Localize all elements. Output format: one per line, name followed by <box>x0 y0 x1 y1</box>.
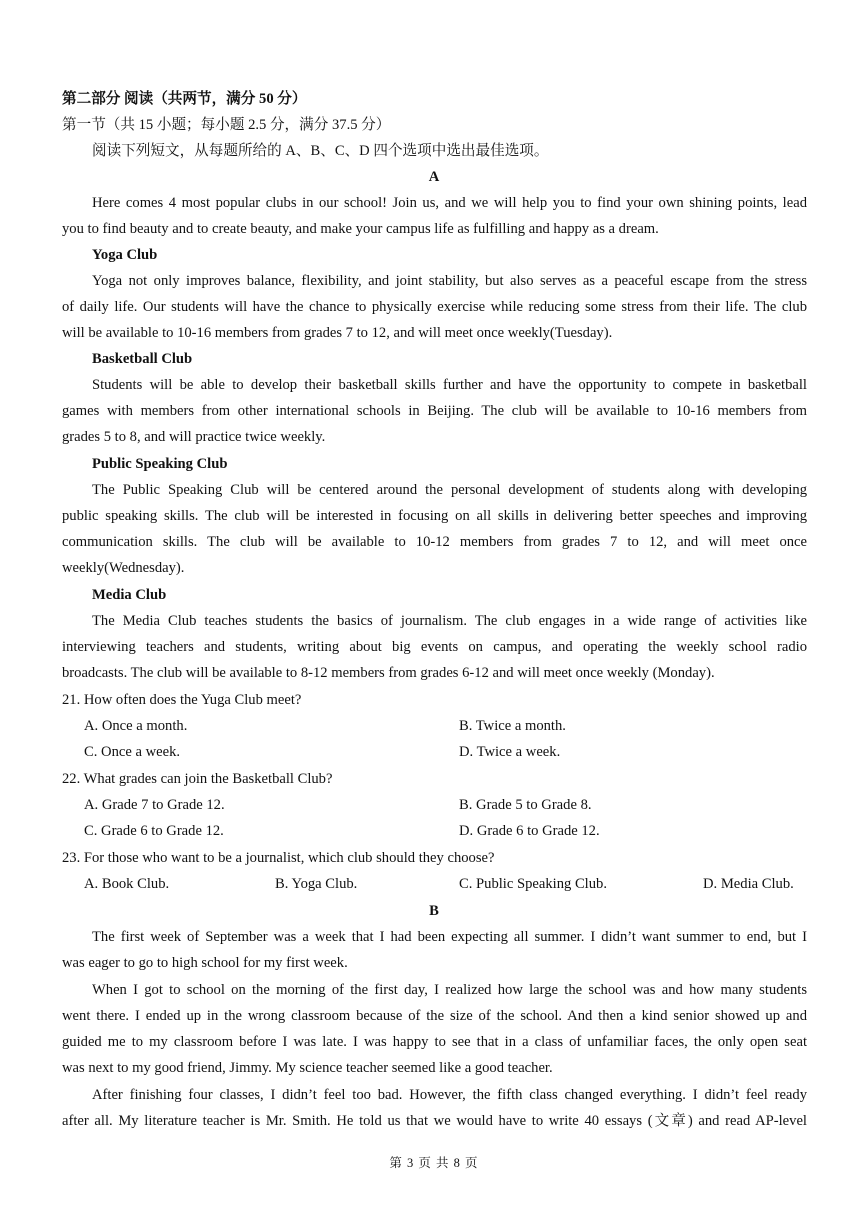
passage-b-line: after all. My literature teacher is Mr. Smith. He told us that we would have to write 40 essays (文章) and read AP-level <box>62 1113 807 1129</box>
club-text-line: will be available to 10-16 members from grades 7 to 12, and will meet once weekly(Tuesday). <box>62 325 613 341</box>
passage-a-intro-line: Here comes 4 most popular clubs in our school! Join us, and we will help you to find your own shining points, lead <box>92 195 807 211</box>
passage-b-line: guided me to my classroom before I was late. I was happy to see that in a class of unfamiliar faces, the only open seat <box>62 1034 807 1050</box>
question-22-option-b: B. Grade 5 to Grade 8. <box>459 797 592 813</box>
instruction: 阅读下列短文，从每题所给的 A、B、C、D 四个选项中选出最佳选项。 <box>92 143 549 159</box>
question-21-stem: 21. How often does the Yuga Club meet? <box>62 692 302 708</box>
passage-b-line: After finishing four classes, I didn’t feel too bad. However, the fifth class changed everything. I didn’t feel ready <box>92 1087 807 1103</box>
passage-b-line: was next to my good friend, Jimmy. My science teacher seemed like a good teacher. <box>62 1060 553 1076</box>
club-text-line: games with members from other international schools in Beijing. The club will be available to 10-16 members from <box>62 403 807 419</box>
club-text-line: communication skills. The club will be available to 10-12 members from grades 7 to 12, and will meet once <box>62 534 807 550</box>
question-21-option-c: C. Once a week. <box>84 744 181 760</box>
part1-heading: 第一节（共 15 小题；每小题 2.5 分，满分 37.5 分） <box>62 117 391 133</box>
passage-b-line: was eager to go to high school for my first week. <box>62 955 348 971</box>
club-text-line: Students will be able to develop their basketball skills further and have the opportunity to compete in basketball <box>92 377 807 393</box>
club-text-line: weekly(Wednesday). <box>62 560 185 576</box>
question-22-option-c: C. Grade 6 to Grade 12. <box>84 823 224 839</box>
club-text-line: broadcasts. The club will be available to 8-12 members from grades 6-12 and will meet once weekly (Monday). <box>62 665 715 681</box>
question-22-option-d: D. Grade 6 to Grade 12. <box>459 823 600 839</box>
club-text-line: The Media Club teaches students the basics of journalism. The club engages in a wide range of activities like <box>92 613 807 629</box>
club-title-yoga: Yoga Club <box>92 247 158 263</box>
question-23-stem: 23. For those who want to be a journalist, which club should they choose? <box>62 850 495 866</box>
question-23-option-a: A. Book Club. <box>84 876 170 892</box>
club-text-line: grades 5 to 8, and will practice twice weekly. <box>62 429 326 445</box>
club-text-line: interviewing teachers and students, writing about big events on campus, and operating the weekly school radio <box>62 639 807 655</box>
question-22-option-a: A. Grade 7 to Grade 12. <box>84 797 225 813</box>
club-title-public-speaking: Public Speaking Club <box>92 456 228 472</box>
passage-b-letter: B <box>429 903 439 919</box>
passage-b-line: The first week of September was a week that I had been expecting all summer. I didn’t want summer to end, but I <box>92 929 807 945</box>
club-text-line: public speaking skills. The club will be interested in focusing on all skills in delivering better speeches and improving <box>62 508 807 524</box>
club-text-line: The Public Speaking Club will be centered around the personal development of students along with developing <box>92 482 807 498</box>
question-23-option-d: D. Media Club. <box>703 876 794 892</box>
page-footer: 第 3 页 共 8 页 <box>389 1156 479 1170</box>
club-title-basketball: Basketball Club <box>92 351 193 367</box>
question-23-option-c: C. Public Speaking Club. <box>459 876 607 892</box>
question-21-option-a: A. Once a month. <box>84 718 188 734</box>
passage-b-line: went there. I ended up in the wrong classroom because of the size of the school. And then a kind senior showed up and <box>62 1008 807 1024</box>
question-22-stem: 22. What grades can join the Basketball Club? <box>62 771 333 787</box>
question-23-option-b: B. Yoga Club. <box>275 876 358 892</box>
passage-b-line: When I got to school on the morning of the first day, I realized how large the school was and how many students <box>92 982 807 998</box>
question-21-option-d: D. Twice a week. <box>459 744 561 760</box>
passage-a-letter: A <box>428 169 440 185</box>
question-21-option-b: B. Twice a month. <box>459 718 566 734</box>
club-text-line: Yoga not only improves balance, flexibility, and joint stability, but also serves as a peaceful escape from the stress <box>92 273 807 289</box>
section-header: 第二部分 阅读（共两节，满分 50 分） <box>62 91 307 107</box>
club-title-media: Media Club <box>92 587 167 603</box>
club-text-line: of daily life. Our students will have the chance to physically exercise while reducing some stress from their life. The club <box>62 299 807 315</box>
passage-a-intro-line: you to find beauty and to create beauty, and make your campus life as fulfilling and happy as a dream. <box>62 221 659 237</box>
